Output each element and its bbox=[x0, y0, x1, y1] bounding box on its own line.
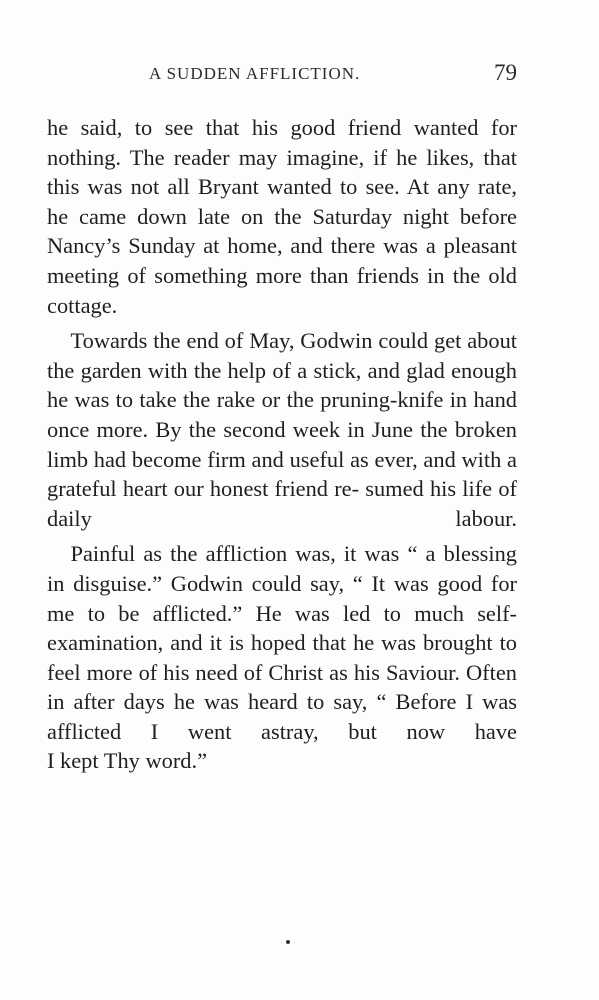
paragraph-1-last-line: cottage. bbox=[47, 292, 118, 318]
paragraph-3-last-line: I kept Thy word.” bbox=[47, 748, 208, 774]
page-number: 79 bbox=[494, 60, 517, 85]
paragraph-3-text: Painful as the affliction was, it was “ a blessing in disguise.” Godwin could say, “ It was good for me to be afflicted.” He was led to much self-examination, and it is hoped that he was brought to feel more of his need of Christ as his Saviour. Often in after days he was heard to say, “ Before I was afflicted I went astray, but now have bbox=[47, 541, 517, 744]
paragraph-1 bbox=[47, 113, 517, 320]
paragraph-3 bbox=[47, 539, 517, 776]
page-header bbox=[47, 60, 517, 94]
ink-speck bbox=[286, 940, 290, 944]
paragraph-2 bbox=[47, 326, 517, 533]
paragraph-2-text: Towards the end of May, Godwin could get about the garden with the help of a stick, and glad enough he was to take the rake or the pruning-knife in hand once more. By the second week in June the broken limb had become firm and useful as ever, and with a grateful heart our honest friend re- sumed his life of daily labour. bbox=[47, 328, 517, 531]
paragraph-1-text: he said, to see that his good friend wanted for nothing. The reader may imagine, if he likes, that this was not all Bryant wanted to see. At any rate, he came down late on the Saturday night before Nancy’s Sunday at home, and there was a pleasant meeting of something more than friends in the old bbox=[47, 115, 517, 288]
body-text bbox=[47, 113, 517, 776]
running-title: A SUDDEN AFFLICTION. bbox=[149, 64, 361, 83]
